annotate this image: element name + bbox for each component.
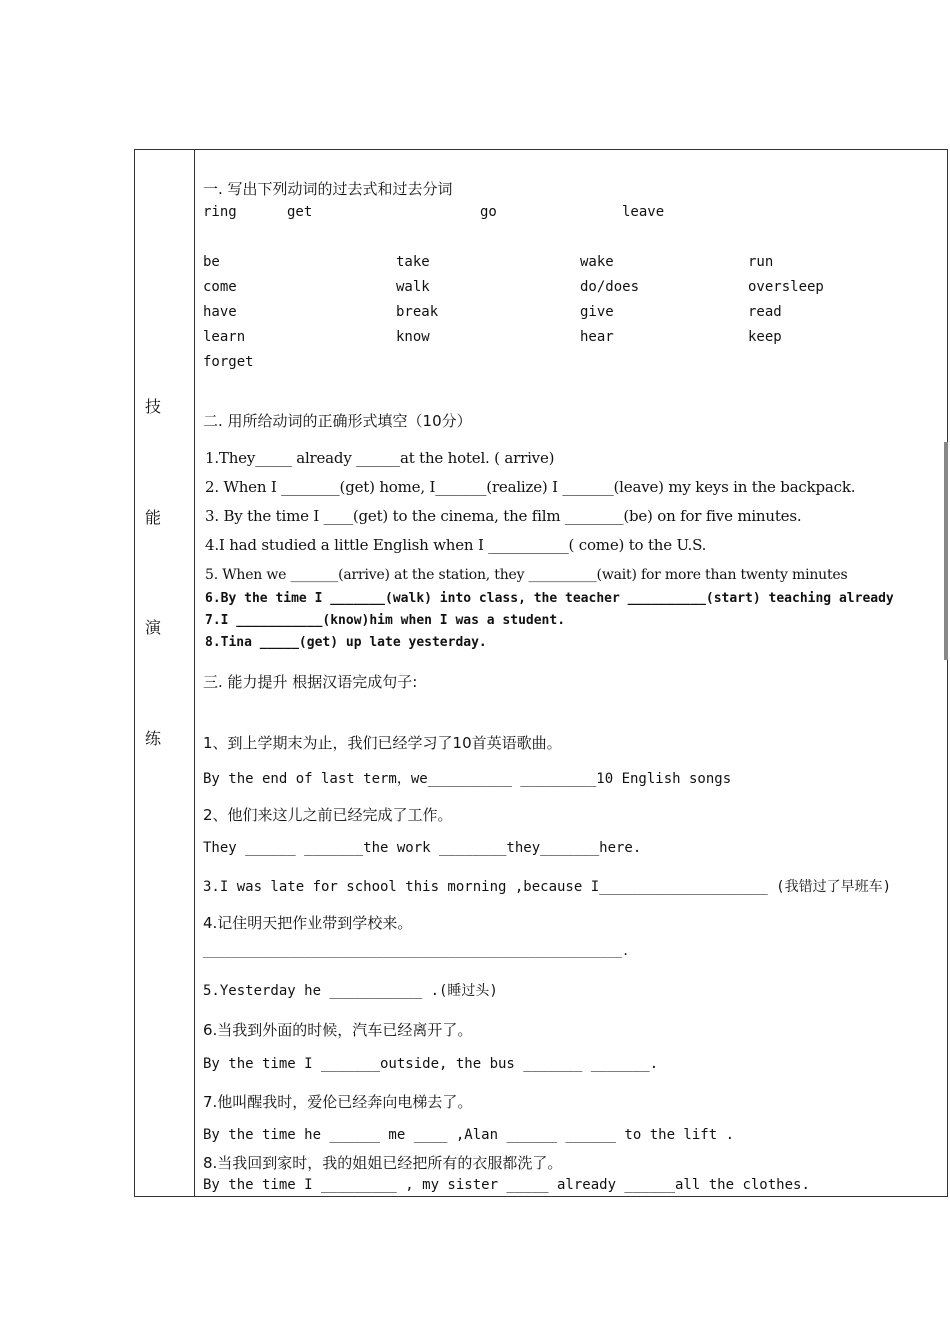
verb-word: oversleep [748,279,824,295]
verb-word: be [203,254,220,270]
verb-word: learn [203,329,246,345]
chinese-prompt: 2、他们来这儿之前已经完成了工作。 [203,806,453,824]
verb-word: forget [203,354,254,370]
verb-word: give [580,304,614,320]
verb-word: take [396,254,430,270]
verb-word: read [748,304,782,320]
english-sentence: By the end of last term，we__________ _________10 English songs [203,771,732,787]
scrollbar[interactable] [944,442,948,660]
chinese-prompt: 4.记住明天把作业带到学校来。 [203,914,413,932]
exercise-item: 6.By the time I _______(walk) into class, the teacher __________(start) teaching already [205,591,894,606]
exercise-item: 8.Tina _____(get) up late yesterday. [205,635,487,650]
verb-word: leave [622,204,665,220]
english-sentence: They ______ _______the work ________they_______here. [203,840,642,856]
verb-word: ring [203,204,237,220]
verb-word: walk [396,279,430,295]
side-label-char: 演 [145,618,162,637]
verb-word: break [396,304,439,320]
verb-word: know [396,329,430,345]
verb-word: have [203,304,237,320]
section1-title: 一. 写出下列动词的过去式和过去分词 [203,180,453,198]
chinese-prompt: 1、到上学期末为止，我们已经学习了10首英语歌曲。 [203,734,562,752]
exercise-item: 4.I had studied a little English when I ___________( come) to the U.S. [205,536,707,554]
answer-line: __________________________________________________________. [203,944,630,958]
section3-title: 三. 能力提升 根据汉语完成句子: [203,673,418,691]
verb-word: come [203,279,237,295]
english-sentence: 3.I was late for school this morning ,because I____________________ (我错过了早班车) [203,879,892,895]
verb-word: go [480,204,497,220]
side-label-char: 练 [145,729,162,748]
section2-title: 二. 用所给动词的正确形式填空（10分） [203,412,472,430]
verb-word: hear [580,329,614,345]
column-divider [194,149,195,1197]
english-sentence: By the time I _________ , my sister _____ already ______all the clothes. [203,1177,810,1193]
exercise-item: 3. By the time I ____(get) to the cinema, the film ________(be) on for five minutes. [205,507,802,525]
side-label-char: 能 [145,508,162,527]
exercise-item: 1.They_____ already ______at the hotel. ( arrive) [205,449,555,467]
english-sentence: By the time he ______ me ____ ,Alan ______ ______ to the lift . [203,1127,735,1143]
english-sentence: 5.Yesterday he ___________ .(睡过头) [203,983,498,999]
verb-word: wake [580,254,614,270]
verb-word: keep [748,329,782,345]
english-sentence: By the time I _______outside, the bus _______ _______. [203,1056,659,1072]
chinese-prompt: 6.当我到外面的时候，汽车已经离开了。 [203,1021,473,1039]
chinese-prompt: 7.他叫醒我时，爱伦已经奔向电梯去了。 [203,1093,473,1111]
verb-word: do/does [580,279,640,295]
side-label-char: 技 [145,397,162,416]
verb-word: run [748,254,774,270]
chinese-prompt: 8.当我回到家时，我的姐姐已经把所有的衣服都洗了。 [203,1154,563,1172]
verb-word: get [287,204,313,220]
exercise-item: 7.I ___________(know)him when I was a student. [205,613,566,628]
exercise-item: 2. When I ________(get) home, I_______(realize) I _______(leave) my keys in the backpack. [205,478,856,496]
exercise-item: 5. When we _______(arrive) at the station, they __________(wait) for more than twenty minutes [205,567,848,583]
